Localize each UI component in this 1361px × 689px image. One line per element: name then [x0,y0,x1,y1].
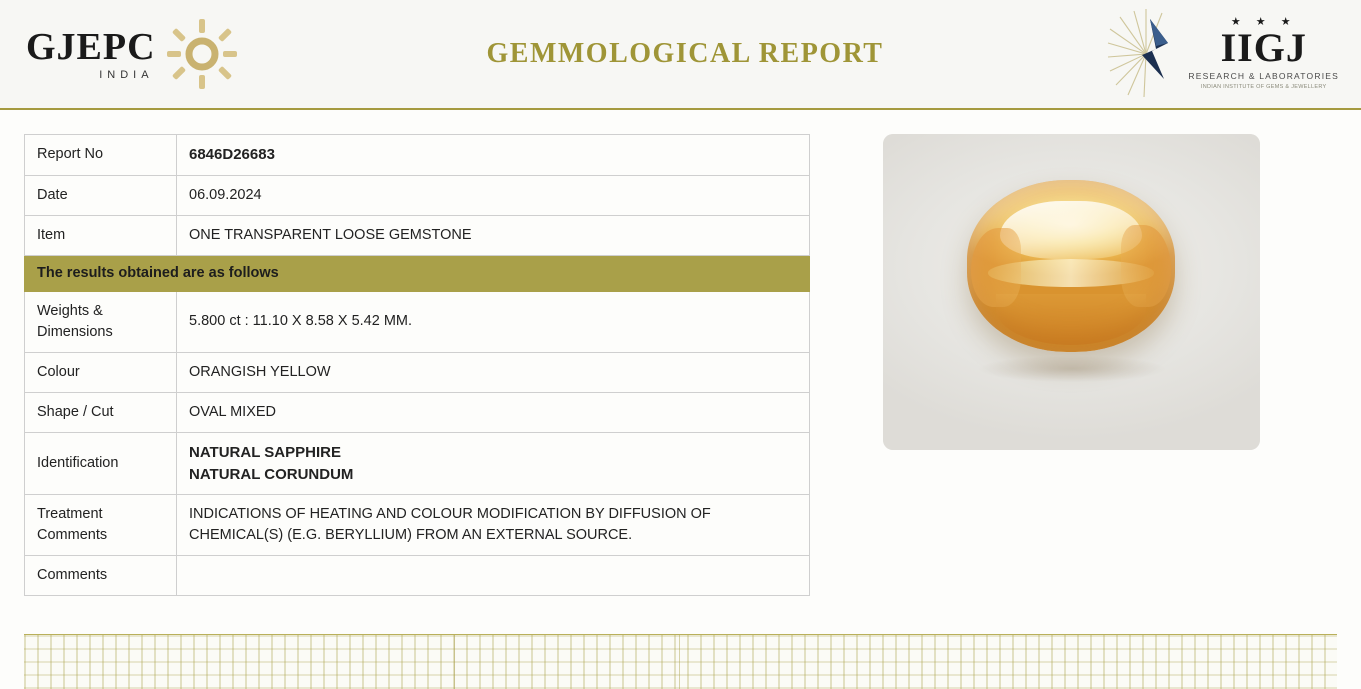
row-label-comments: Comments [25,556,177,596]
row-value-weights-dimensions: 5.800 ct : 11.10 X 8.58 X 5.42 MM. [177,291,810,352]
row-value-colour: ORANGISH YELLOW [177,352,810,392]
stars-icon: ★ ★ ★ [1230,16,1297,29]
row-label-date: Date [25,175,177,215]
photo-background [883,134,1260,450]
identification-line-1: NATURAL SAPPHIRE [189,443,341,461]
row-value-treatment-comments: INDICATIONS OF HEATING AND COLOUR MODIFICATION BY DIFFUSION OF CHEMICAL(S) (E.G. BERYLLIUM) FROM AN EXTERNAL SOURCE. [177,495,810,556]
page-title: GEMMOLOGICAL REPORT [486,38,884,69]
table-row [25,175,810,215]
gemstone-photo [883,134,1260,450]
row-label-weights-dimensions: Weights & Dimensions [25,291,177,352]
security-pattern-footer [24,634,1337,689]
footer-divider-left [454,635,455,689]
table-row [25,432,810,495]
report-header [0,0,1361,110]
results-band [25,255,810,291]
iigj-logo [1084,9,1339,99]
table-row [25,291,810,352]
row-value-date: 06.09.2024 [177,175,810,215]
results-band-label: The results obtained are as follows [25,255,810,291]
table-row [25,495,810,556]
row-value-identification [177,432,810,495]
table-row [25,135,810,176]
report-body [0,112,1361,627]
gjepc-wordmark [26,25,156,81]
row-value-comments [177,556,810,596]
row-label-report-no: Report No [25,135,177,176]
row-value-shape-cut: OVAL MIXED [177,392,810,432]
row-label-treatment-comments: Treatment Comments [25,495,177,556]
gem-bottom-facet [996,294,1146,346]
row-label-shape-cut: Shape / Cut [25,392,177,432]
iigj-subtitle: RESEARCH & LABORATORIES [1188,71,1339,82]
row-value-report-no: 6846D26683 [177,135,810,176]
iigj-name: IIGJ [1220,25,1307,71]
row-label-item: Item [25,215,177,255]
gem-shadow [979,356,1165,382]
row-label-colour: Colour [25,352,177,392]
table-row [25,556,810,596]
report-details-table [24,134,810,596]
sun-burst-icon [166,18,238,90]
gjepc-logo [26,18,286,90]
table-row [25,215,810,255]
table-row [25,352,810,392]
iigj-wordmark [1188,16,1339,91]
gjepc-name: GJEPC [26,25,156,68]
gem-oval [967,180,1175,352]
gjepc-subtitle: INDIA [99,68,154,81]
footer-divider-right [679,635,680,689]
row-label-identification: Identification [25,432,177,495]
row-value-item: ONE TRANSPARENT LOOSE GEMSTONE [177,215,810,255]
table-row [25,392,810,432]
identification-line-2: NATURAL CORUNDUM [189,465,354,483]
star-burst-icon [1106,9,1184,99]
iigj-fineprint: INDIAN INSTITUTE OF GEMS & JEWELLERY [1200,84,1327,91]
